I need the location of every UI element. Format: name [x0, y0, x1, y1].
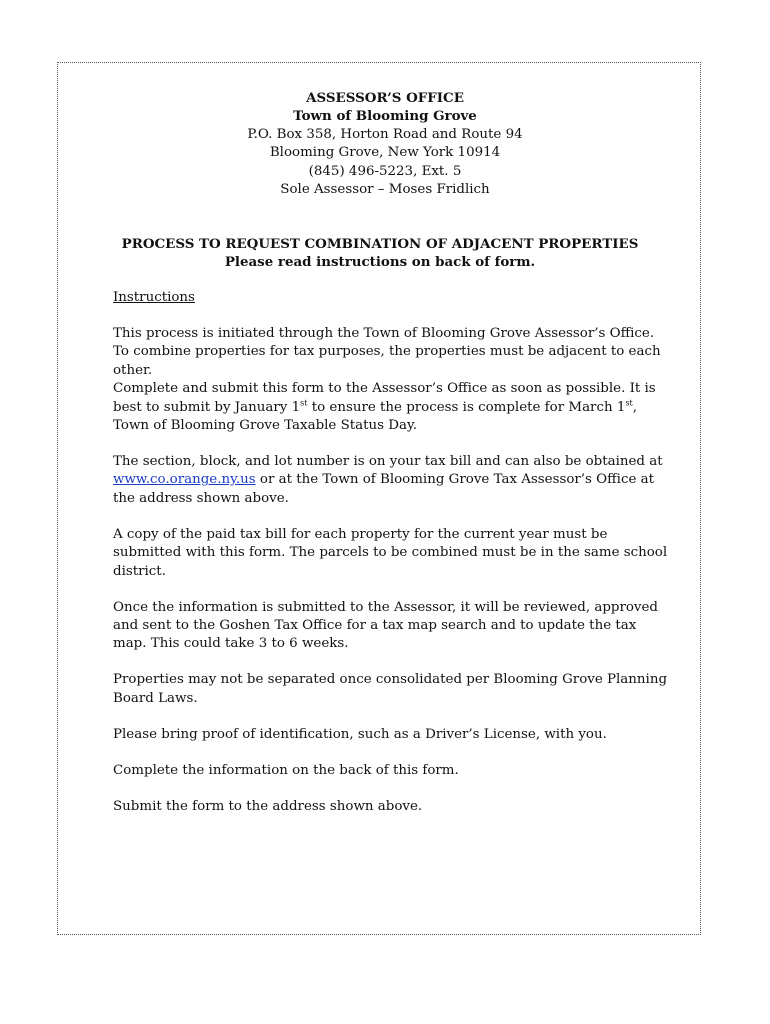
process-submit-text-a: Complete and submit this form to the Assessor’s Office as soon as possible. It is best to submit by January 1	[113, 381, 656, 415]
paragraph-complete-back: Complete the information on the back of this form.	[113, 762, 459, 778]
paragraph-tax-bill: A copy of the paid tax bill for each property for the current year must be submitted with this form. The parcels to be combined must be in the same school district.	[113, 526, 668, 579]
form-title	[0, 235, 760, 272]
sbl-text-b: or at the Town of Blooming Grove Tax Assessor’s Office at the address shown above.	[113, 472, 654, 506]
town-name: Town of Blooming Grove	[293, 108, 477, 125]
paragraph-review: Once the information is submitted to the Assessor, it will be reviewed, approved and sent to the Goshen Tax Office for a tax map search and to update the tax map. This could take 3 to 6 weeks.	[113, 599, 658, 652]
paragraph-submit: Submit the form to the address shown above.	[113, 798, 423, 814]
sbl-text-a: The section, block, and lot number is on your tax bill and can also be obtained at	[113, 454, 663, 470]
paragraph-process	[113, 325, 673, 435]
process-submit-text-c: , Town of Blooming Grove Taxable Status Day.	[113, 399, 637, 434]
paragraph-section-block-lot	[113, 453, 673, 508]
postal-address: P.O. Box 358, Horton Road and Route 94	[247, 126, 523, 142]
city-line: Blooming Grove, New York 10914	[269, 145, 501, 161]
letterhead	[0, 89, 770, 199]
process-line-1: This process is initiated through the Town of Blooming Grove Assessor’s Office.	[113, 326, 655, 341]
ordinal-st-2: st	[625, 398, 633, 408]
paragraph-identification: Please bring proof of identification, such as a Driver’s License, with you.	[113, 726, 607, 742]
ordinal-st-1: st	[300, 398, 308, 408]
process-line-2: To combine properties for tax purposes, the properties must be adjacent to each other.	[113, 344, 661, 378]
phone-line: (845) 496-5223, Ext. 5	[308, 163, 462, 179]
office-name: ASSESSOR’S OFFICE	[306, 90, 464, 106]
form-title-main: PROCESS TO REQUEST COMBINATION OF ADJACENT PROPERTIES	[121, 236, 639, 252]
paragraph-consolidation: Properties may not be separated once consolidated per Blooming Grove Planning Board Laws.	[113, 672, 668, 706]
county-website-link[interactable]: www.co.orange.ny.us	[113, 472, 256, 488]
form-title-sub: Please read instructions on back of form.	[224, 254, 536, 271]
instructions-heading: Instructions	[113, 290, 195, 305]
process-submit-text-b: to ensure the process is complete for March 1	[307, 399, 626, 415]
assessor-line: Sole Assessor – Moses Fridlich	[280, 182, 490, 198]
instructions-body	[113, 289, 673, 834]
